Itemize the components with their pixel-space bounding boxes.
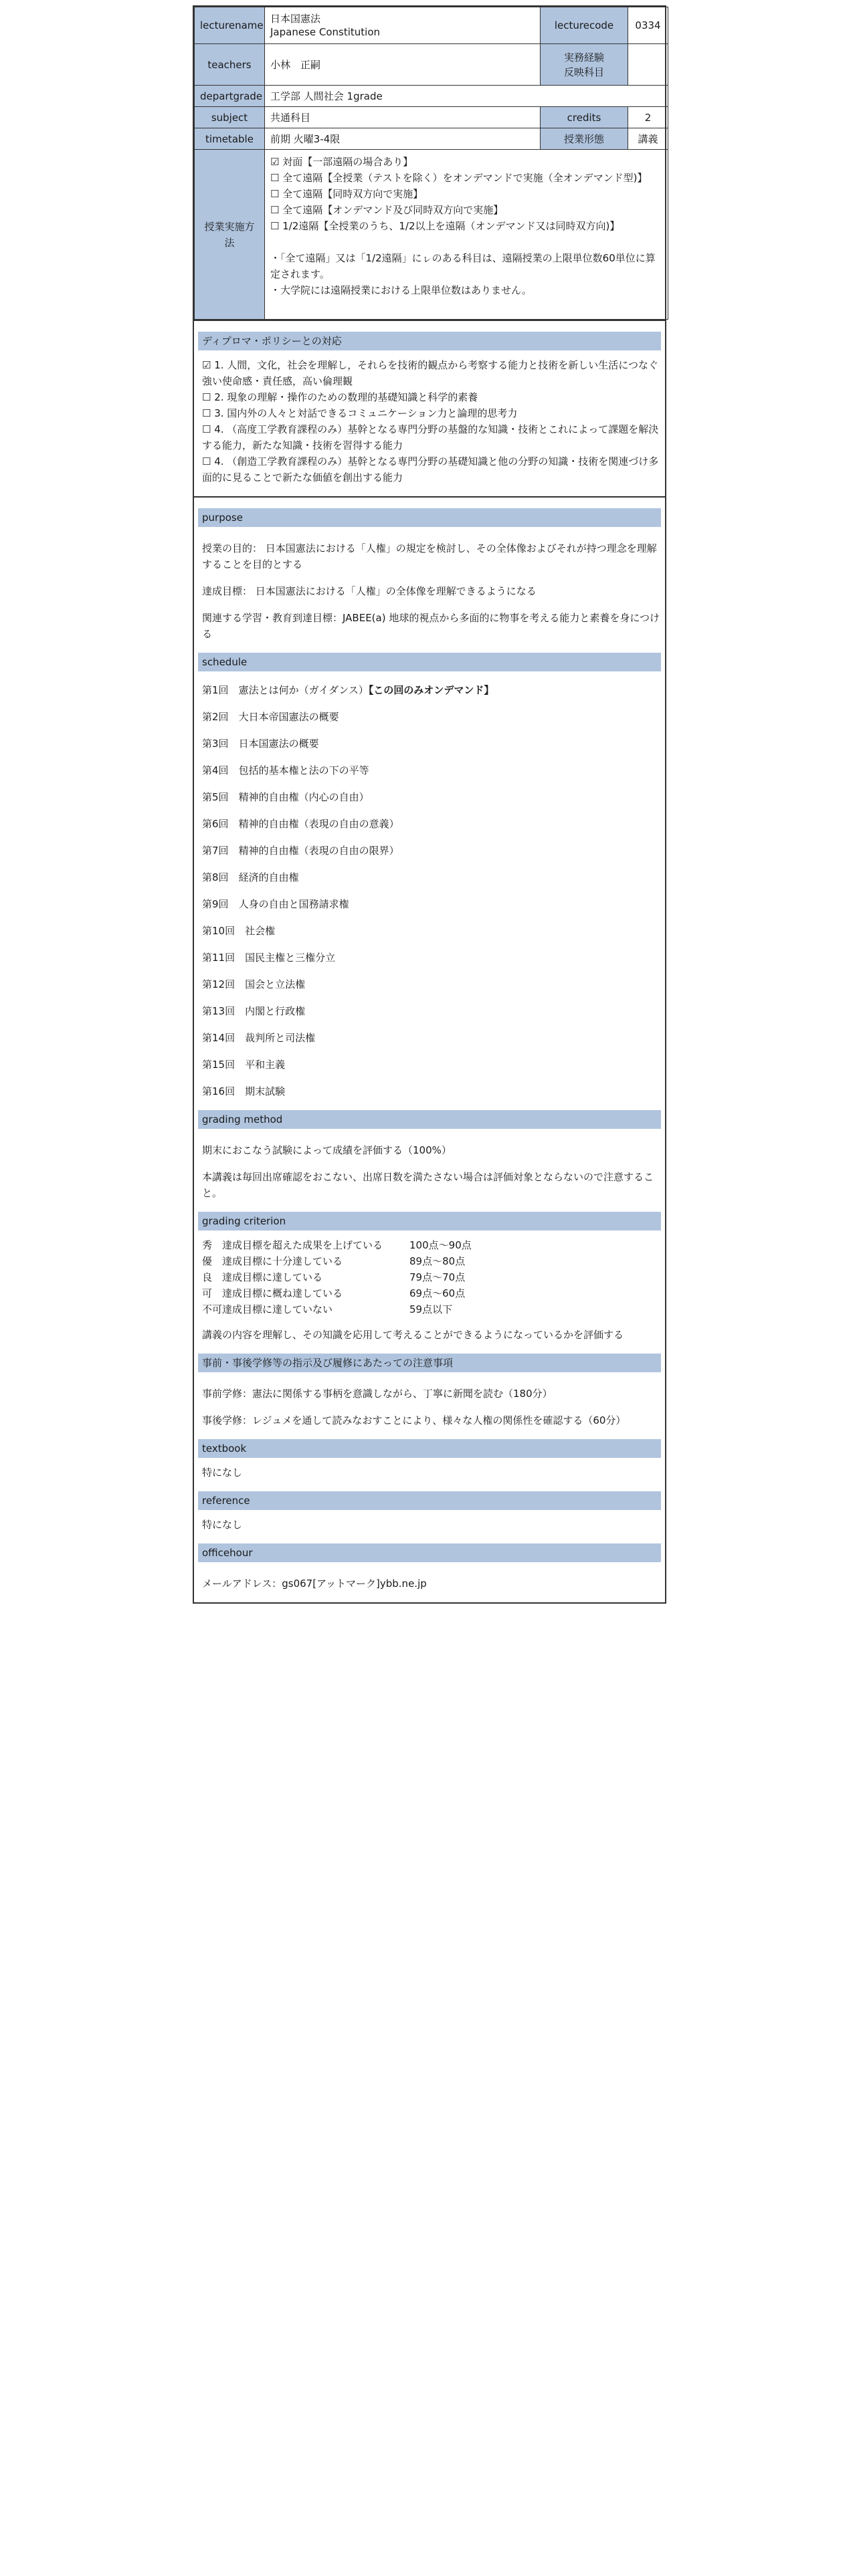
diploma-policy-heading: ディプロマ・ポリシーとの対応: [198, 332, 661, 350]
teachers-label: teachers: [195, 44, 265, 86]
schedule-item: 第11回 国民主権と三権分立: [202, 952, 336, 964]
lecturecode-label: lecturecode: [541, 7, 628, 44]
delivery-option-synchronous: ☐ 全て遠隔【同時双方向で実施】: [270, 188, 423, 200]
grade-row: 可 達成目標に概ね達している 69点〜60点: [202, 1287, 466, 1299]
schedule-item: 第9回 人身の自由と国務請求権: [202, 898, 349, 910]
delivery-option-mixed: ☐ 全て遠隔【オンデマンド及び同時双方向で実施】: [270, 204, 504, 216]
format-value: 講義: [628, 128, 668, 150]
experience-label: [541, 44, 628, 86]
grade-row: 不可 達成目標に達していない 59点以下: [202, 1303, 453, 1315]
experience-value: [628, 44, 668, 86]
reference-heading: reference: [198, 1491, 661, 1510]
schedule-item: 第6回 精神的自由権（表現の自由の意義）: [202, 818, 399, 830]
departgrade-value: 工学部 人間社会 1grade: [265, 86, 668, 107]
grading-criterion-table: [202, 1237, 472, 1317]
diploma-policy-section: [194, 320, 665, 496]
purpose-heading: purpose: [198, 508, 661, 527]
diploma-policy-item: ☐ 3. 国内外の人々と対話できるコミュニケーション力と論理的思考力: [202, 407, 518, 419]
delivery-option-ondemand: ☐ 全て遠隔【全授業（テストを除く）をオンデマンドで実施（全オンデマンド型)】: [270, 172, 648, 184]
reference-value: 特になし: [202, 1519, 243, 1531]
diploma-policy-item: ☑ 1. 人間，文化，社会を理解し，それらを技術的観点から考察する能力と技術を新しい生活につなぐ強い使命感・責任感，高い倫理観: [202, 359, 658, 387]
delivery-note-graduate: ・大学院には遠隔授業における上限単位数はありません。: [270, 284, 532, 296]
departgrade-label: departgrade: [195, 86, 265, 107]
officehour-heading: officehour: [198, 1543, 661, 1562]
lecturename-en: Japanese Constitution: [270, 26, 381, 38]
diploma-policy-item: ☐ 4. （高度工学教育課程のみ）基幹となる専門分野の基盤的な知識・技術とこれによって課題を解決する能力，新たな知識・技術を習得する能力: [202, 423, 659, 451]
schedule-item: 第13回 内閣と行政権: [202, 1005, 306, 1017]
diploma-policy-item: ☐ 2. 現象の理解・操作のための数理的基礎知識と科学的素養: [202, 391, 478, 403]
subject-value: 共通科目: [265, 107, 541, 128]
textbook-heading: textbook: [198, 1439, 661, 1458]
schedule-item: 第1回 憲法とは何か（ガイダンス）【この回のみオンデマンド】: [202, 684, 494, 696]
delivery-options: [265, 150, 668, 320]
schedule-item: 第16回 期末試験: [202, 1085, 286, 1097]
lecturecode-value: 0334: [628, 7, 668, 44]
schedule-item: 第10回 社会権: [202, 925, 276, 937]
schedule-heading: schedule: [198, 653, 661, 671]
schedule-item: 第5回 精神的自由権（内心の自由）: [202, 791, 369, 803]
timetable-value: 前期 火曜3-4限: [265, 128, 541, 150]
lecturename-label: lecturename: [195, 7, 265, 44]
schedule-item: 第14回 裁判所と司法権: [202, 1032, 316, 1044]
prep-heading: 事前・事後学修等の指示及び履修にあたっての注意事項: [198, 1354, 661, 1372]
syllabus-document: [193, 5, 666, 1604]
textbook-value: 特になし: [202, 1467, 243, 1479]
schedule-list: [198, 678, 661, 1099]
grade-row: 優 達成目標に十分達している 89点〜80点: [202, 1255, 466, 1267]
officehour-value: メールアドレス：gs067[アットマーク]ybb.ne.jp: [202, 1578, 427, 1590]
grading-criterion-note: 講義の内容を理解し、その知識を応用して考えることができるようになっているかを評価する: [202, 1329, 624, 1341]
grade-row: 秀 達成目標を超えた成果を上げている 100点〜90点: [202, 1239, 472, 1251]
schedule-item: 第8回 経済的自由権: [202, 871, 299, 883]
grade-row: 良 達成目標に達している 79点〜70点: [202, 1271, 466, 1283]
credits-value: 2: [628, 107, 668, 128]
schedule-item: 第7回 精神的自由権（表現の自由の限界）: [202, 845, 399, 857]
format-label: 授業形態: [541, 128, 628, 150]
course-info-table: [194, 7, 668, 320]
timetable-label: timetable: [195, 128, 265, 150]
delivery-spacer: [270, 234, 662, 250]
purpose-jabee: 関連する学習・教育到達目標：JABEE(a) 地球的視点から多面的に物事を考える能力と素養を身につける: [202, 612, 660, 640]
diploma-policy-item: ☐ 4. （創造工学教育課程のみ）基幹となる専門分野の基礎知識と他の分野の知識・技術を関連づけ多面的に見ることで新たな価値を創出する能力: [202, 455, 659, 484]
delivery-note-credit-limit: ・「全て遠隔」又は「1/2遠隔」にㇾのある科目は、遠隔授業の上限単位数60単位に算定されます。: [270, 252, 656, 280]
main-section: [194, 496, 665, 1602]
schedule-item: 第4回 包括的基本権と法の下の平等: [202, 764, 369, 776]
diploma-policy-list: [202, 357, 661, 486]
grading-method-attendance: 本講義は毎回出席確認をおこない、出席日数を満たさない場合は評価対象とならないので注意すること。: [202, 1171, 654, 1199]
grading-method-exam: 期末におこなう試験によって成績を評価する（100%）: [202, 1144, 452, 1156]
ondemand-note: 【この回のみオンデマンド】: [368, 684, 494, 696]
experience-label-line2: 反映科目: [563, 66, 604, 78]
schedule-item: 第3回 日本国憲法の概要: [202, 738, 319, 750]
prep-after: 事後学修：レジュメを通して読みなおすことにより、様々な人権の関係性を確認する（60分）: [202, 1414, 626, 1426]
grading-method-heading: grading method: [198, 1110, 661, 1129]
experience-label-line1: 実務経験: [563, 51, 604, 64]
credits-label: credits: [541, 107, 628, 128]
grading-criterion-heading: grading criterion: [198, 1212, 661, 1230]
schedule-item: 第2回 大日本帝国憲法の概要: [202, 711, 339, 723]
delivery-option-half-remote: ☐ 1/2遠隔【全授業のうち、1/2以上を遠隔（オンデマンド又は同時双方向)】: [270, 220, 620, 232]
purpose-goal: 達成目標： 日本国憲法における「人権」の全体像を理解できるようになる: [202, 585, 537, 597]
purpose-objective: 授業の目的： 日本国憲法における「人権」の規定を検討し、その全体像およびそれが持つ理念を理解することを目的とする: [202, 542, 657, 570]
delivery-label: 授業実施方法: [195, 150, 265, 320]
lecturename-ja: 日本国憲法: [270, 13, 321, 25]
subject-label: subject: [195, 107, 265, 128]
schedule-item: 第15回 平和主義: [202, 1059, 286, 1071]
schedule-item: 第12回 国会と立法権: [202, 978, 306, 990]
delivery-option-faceto-face: ☑ 対面【一部遠隔の場合あり】: [270, 156, 413, 168]
prep-before: 事前学修：憲法に関係する事柄を意識しながら、丁寧に新聞を読む（180分）: [202, 1388, 553, 1400]
teachers-value: 小林 正嗣: [265, 44, 541, 86]
lecturename-value: [265, 7, 541, 44]
